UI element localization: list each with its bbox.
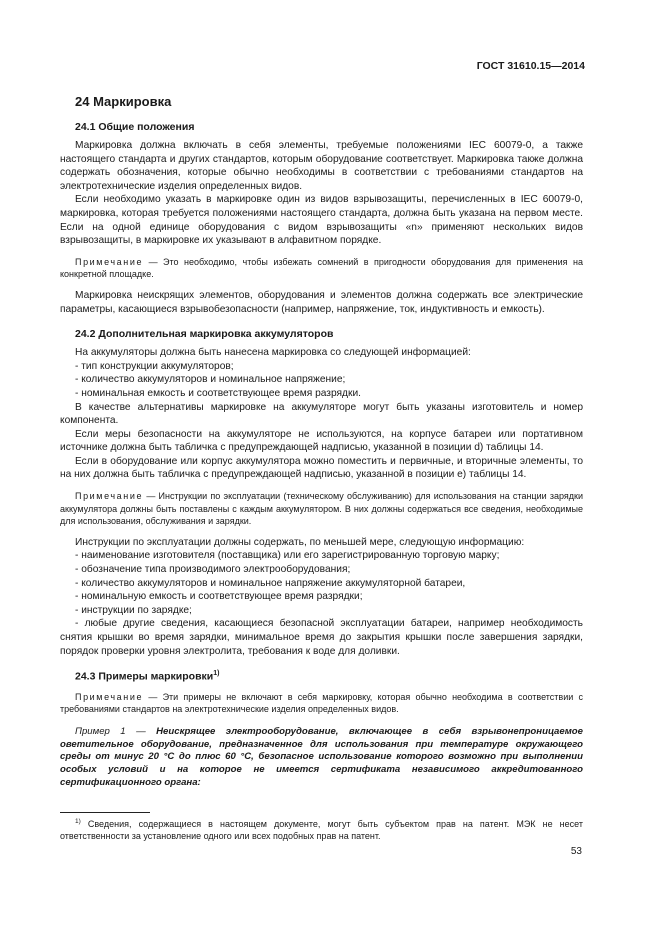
note-label: Примечание (75, 256, 144, 267)
example-label: Пример 1 — (75, 725, 146, 737)
list-item: - обозначение типа производимого электрооборудования; (75, 563, 583, 577)
subsection-title-24-1: 24.1 Общие положения (75, 121, 195, 133)
footnote-divider (60, 812, 150, 813)
page-content (60, 90, 583, 843)
list-item: - инструкции по зарядке; (75, 604, 583, 618)
standard-header: ГОСТ 31610.15—2014 (476, 60, 585, 72)
footnote-ref: 1) (213, 670, 220, 678)
paragraph: Маркировка должна включать в себя элементы, требуемые положениями IEC 60079-0, а также настоящего стандарта и других стандартов, которым оборудование соответствует. Маркировка также должна содержать обозначения, которые обычно необходимы в соответствии с требованиями стандартов на электротехнические изделия определенных видов. (60, 140, 583, 192)
note-label: Примечание (75, 491, 144, 502)
list-item: - тип конструкции аккумуляторов; (75, 360, 583, 374)
list-item: - наименование изготовителя (поставщика) или его зарегистрированную торговую марку; (75, 549, 583, 563)
footnote-text: Сведения, содержащиеся в настоящем документе, могут быть субъектом прав на патент. МЭК не несет ответственности за установление одного или всех подобных прав на патент. (60, 818, 583, 842)
list-item: - номинальная емкость и соответствующее время разрядки. (75, 387, 583, 401)
paragraph: Если меры безопасности на аккумуляторе не используются, на корпусе батареи или портативном источнике должна быть табличка с предупреждающей надписью, указанной в позиции d) таблицы 14. (60, 428, 583, 454)
marking-list (60, 360, 583, 401)
footnote (60, 816, 583, 843)
paragraph: - любые другие сведения, касающиеся безопасной эксплуатации батареи, например необходимость снятия крышки во время зарядки, минимальное время до закрытия крышки после завершения зарядки, порядок проверки уровня электролита, требования к воде для доливки. (60, 618, 583, 657)
note-text: — Это необходимо, чтобы избежать сомнений в пригодности оборудования для применения на конкретной площадке. (60, 256, 583, 280)
page-number: 53 (570, 846, 582, 857)
subsection-title-24-2: 24.2 Дополнительная маркировка аккумуляторов (75, 328, 334, 341)
paragraph: В качестве альтернативы маркировке на аккумуляторе могут быть указаны изготовитель и номер компонента. (60, 401, 583, 427)
paragraph: Инструкции по эксплуатации должны содержать, по меньшей мере, следующую информацию: (75, 536, 525, 548)
list-item: - номинальную емкость и соответствующее время разрядки; (75, 590, 583, 604)
subsection-title-24-3: 24.3 Примеры маркировки$^{1)}$ (75, 670, 220, 683)
note (60, 691, 583, 716)
note-text: — Эти примеры не включают в себя маркировку, которая обычно необходима в соответствии с требованиями стандартов на электротехнические изделия определенных видов. (60, 691, 583, 715)
note (60, 490, 583, 528)
example-text: Неискрящее электрооборудование, включающее в себя взрывонепроницаемое оветительное оборудование, предназначенное для использования при температуре окружающего среды от минус 20 °С до плюс 60 °С, безопасное использование которого возможно при выполнении особых условий и на которое не имеется сертификата независимого аккредитованного сертификационного органа: (60, 725, 583, 789)
note-text: — Инструкции по эксплуатации (техническому обслуживанию) для использования на станции зарядки аккумулятора должны быть поставлены с каждым аккумулятором. В них должны содержаться все сведения, необходимые для использования, обслуживания и зарядки. (60, 491, 583, 527)
list-item: - количество аккумуляторов и номинальное напряжение; (75, 373, 583, 387)
paragraph: Маркировка неискрящих элементов, оборудования и элементов должна содержать все электрические параметры, касающиеся взрывобезопасности (например, напряжение, ток, индуктивность и емкость). (60, 289, 583, 315)
example (60, 726, 583, 790)
paragraph: На аккумуляторы должна быть нанесена маркировка со следующей информацией: (75, 347, 471, 359)
footnote-mark: 1) (75, 817, 81, 825)
section-title: 24 Маркировка (75, 94, 172, 109)
note (60, 256, 583, 281)
note-label: Примечание (75, 691, 144, 702)
list-item: - количество аккумуляторов и номинальное напряжение аккумуляторной батареи, (75, 577, 583, 591)
paragraph: Если необходимо указать в маркировке один из видов взрывозащиты, перечисленных в IEC 60079-0, маркировка, которая требуется положениями настоящего стандарта, должна быть указана на первом месте. Если на одной единице оборудования с видом взрывозащиты «n» применяют нескольких видов взрывозащиты, в маркировке их указывают в алфавитном порядке. (60, 194, 583, 247)
paragraph: Если в оборудование или корпус аккумулятора можно поместить и первичные, и вторичные элементы, то на них должна быть табличка с предупреждающей надписью, указанной в позиции е) таблицы 14. (60, 455, 583, 481)
instructions-list (60, 549, 583, 617)
